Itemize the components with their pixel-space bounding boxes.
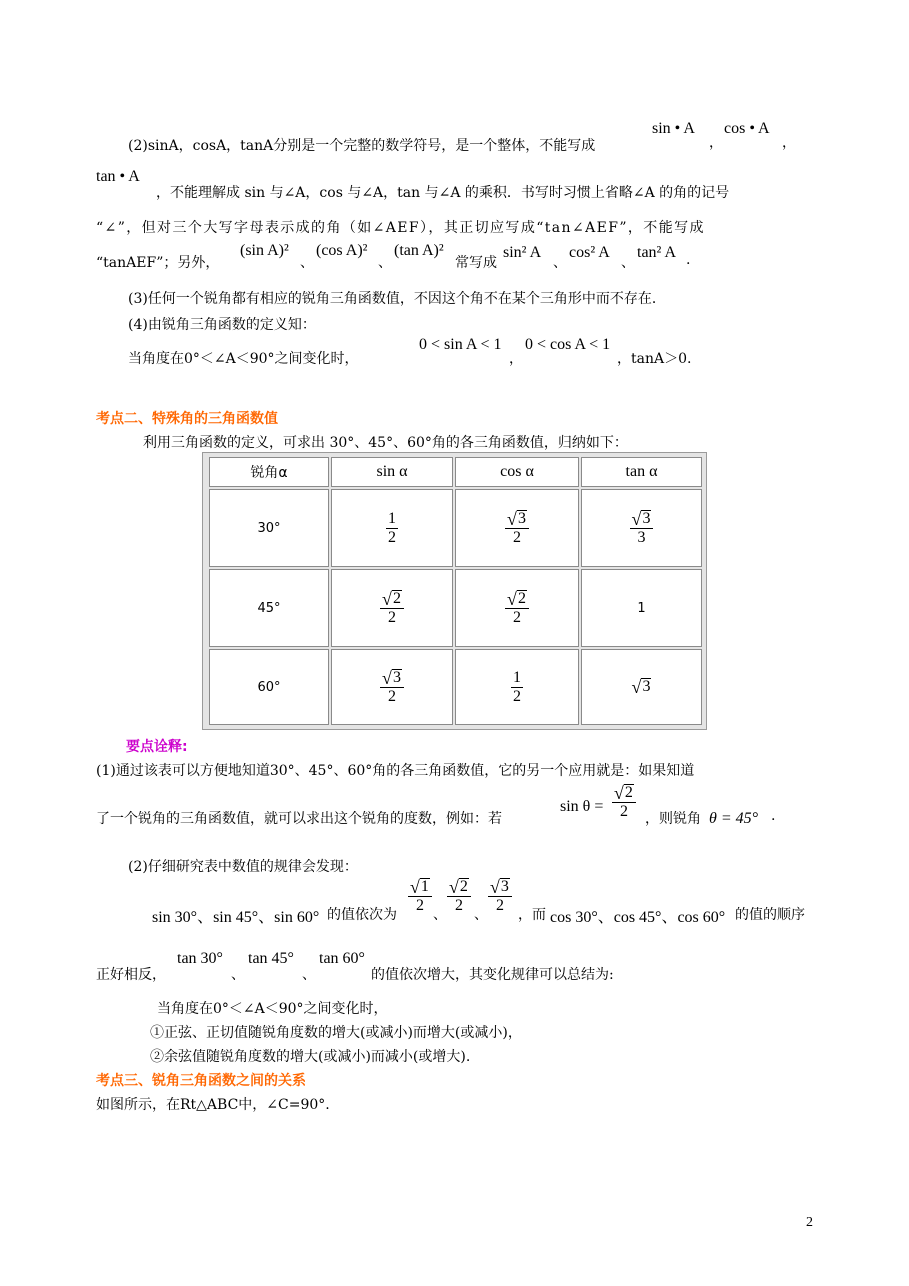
table-header-cos: cos α <box>455 457 579 487</box>
para-2-written-as: 常写成 <box>455 255 497 271</box>
period: . <box>771 808 776 824</box>
note-2-values-are: 的值依次为 <box>327 907 397 923</box>
table-header-angle: 锐角α <box>209 457 329 487</box>
formula-tan2-a: tan² A <box>637 244 677 261</box>
fraction-root2-over-2: √ 2 2 <box>612 784 636 821</box>
rule-3: ②余弦值随锐角度数的增大(或减小)而减小(或增大). <box>150 1049 471 1065</box>
para-2-line-2: ，不能理解成 sin 与∠A，cos 与∠A，tan 与∠A 的乘积．书写时习惯上省略∠A 的角的记号 <box>156 185 730 201</box>
formula-sin-theta: sin θ = <box>560 798 604 815</box>
formula-tan60: tan 60° <box>319 950 365 967</box>
formula-sin-a-squared: (sin A)² <box>240 242 289 259</box>
formula-sin2-a: sin² A <box>503 244 542 261</box>
rule-1: 当角度在0°＜∠A＜90°之间变化时， <box>157 1001 388 1017</box>
page-number: 2 <box>806 1215 813 1230</box>
inequality-sin: 0 < sin A < 1 <box>419 336 502 353</box>
key-points-heading: 要点诠释: <box>126 739 188 755</box>
para-4-line-2: 当角度在0°＜∠A＜90°之间变化时， <box>128 351 359 367</box>
section-3-heading: 考点三、锐角三角函数之间的关系 <box>96 1073 306 1089</box>
separator: 、 <box>433 907 447 923</box>
para-2-line-3: “∠”，但对三个大写字母表示成的角（如∠AEF），其正切应写成“tan∠AEF”，不能写成 <box>96 220 705 236</box>
note-1-then: ，则锐角 <box>645 811 701 827</box>
separator: 、 <box>231 967 245 983</box>
rule-2: ①正弦、正切值随锐角度数的增大(或减小)而增大(或减小)， <box>150 1025 522 1041</box>
table-header-tan: tan α <box>581 457 702 487</box>
separator: 、 <box>553 255 567 271</box>
note-2-order: 的值的顺序 <box>735 907 805 923</box>
separator: 、 <box>302 967 316 983</box>
comma: ， <box>509 351 523 367</box>
separator: 、 <box>474 907 488 923</box>
section-2-heading: 考点二、特殊角的三角函数值 <box>96 411 278 427</box>
formula-cos-a-squared: (cos A)² <box>316 242 368 259</box>
formula-cos-dot-a: cos • A <box>724 120 770 137</box>
formula-tan30: tan 30° <box>177 950 223 967</box>
para-4-end: ，tanA＞0. <box>617 351 692 367</box>
table-row-60-sin: √ 3 2 <box>331 649 453 725</box>
fraction-root2-over-2: √ 2 2 <box>447 878 471 915</box>
section-3-intro: 如图所示，在Rt△ABC中，∠C=90°. <box>96 1097 330 1113</box>
formula-sin-series: sin 30°、sin 45°、sin 60° <box>152 909 320 926</box>
note-1-line-2: 了一个锐角的三角函数值，就可以求出这个锐角的度数，例如：若 <box>96 811 502 827</box>
note-1-line-1: (1)通过该表可以方便地知道30°、45°、60°角的各三角函数值，它的另一个应用就是：如果知道 <box>96 763 695 779</box>
fraction-root1-over-2: √ 1 2 <box>408 878 432 915</box>
para-2-line-4-start: “tanAEF”；另外， <box>96 255 220 271</box>
fraction-root3-over-2: √ 3 2 <box>488 878 512 915</box>
table-row-45-angle: 45° <box>209 569 329 647</box>
note-2-line-3-start: 正好相反， <box>96 967 166 983</box>
para-4-line-1: (4)由锐角三角函数的定义知： <box>128 317 316 333</box>
separator: 、 <box>378 255 392 271</box>
table-row-45-tan: 1 <box>581 569 702 647</box>
separator: 、 <box>300 255 314 271</box>
table-row-60-cos: $\frac{1}{2}$ <box>455 649 579 725</box>
formula-cos-series: cos 30°、cos 45°、cos 60° <box>550 909 726 926</box>
formula-tan-a-squared: (tan A)² <box>394 242 444 259</box>
para-2-text-a: (2)sinA，cosA，tanA分别是一个完整的数学符号，是一个整体，不能写成 <box>128 138 596 154</box>
table-row-60-angle: 60° <box>209 649 329 725</box>
formula-sin-dot-a: sin • A <box>652 120 695 137</box>
table-header-sin: sin α <box>331 457 453 487</box>
table-row-45-sin: √ 2 2 <box>331 569 453 647</box>
table-row-45-cos: √ 2 2 <box>455 569 579 647</box>
table-row-30-tan: √ 3 3 <box>581 489 702 567</box>
table-row-30-angle: 30° <box>209 489 329 567</box>
formula-tan-dot-a: tan • A <box>96 168 140 185</box>
comma: ， <box>782 135 796 151</box>
formula-cos2-a: cos² A <box>569 244 610 261</box>
note-2-line-1: (2)仔细研究表中数值的规律会发现： <box>128 859 358 875</box>
table-row-30-cos: √ 3 2 <box>455 489 579 567</box>
inequality-cos: 0 < cos A < 1 <box>525 336 611 353</box>
table-row-30-sin: $\frac{1}{2}$ <box>331 489 453 567</box>
para-3: (3)任何一个锐角都有相应的锐角三角函数值，不因这个角不在某个三角形中而不存在． <box>128 291 666 307</box>
formula-theta-45: θ = 45° <box>709 810 759 827</box>
section-2-intro: 利用三角函数的定义，可求出 30°、45°、60°角的各三角函数值，归纳如下： <box>143 435 628 451</box>
table-row-60-tan: √ 3 <box>581 649 702 725</box>
separator: 、 <box>621 255 635 271</box>
period: . <box>686 252 691 268</box>
formula-tan45: tan 45° <box>248 950 294 967</box>
note-2-increase: 的值依次增大，其变化规律可以总结为: <box>371 967 614 983</box>
para-2-line-1 <box>128 135 595 155</box>
note-2-and: ，而 <box>518 907 546 923</box>
comma: ， <box>709 135 723 151</box>
special-angles-table <box>202 452 707 730</box>
